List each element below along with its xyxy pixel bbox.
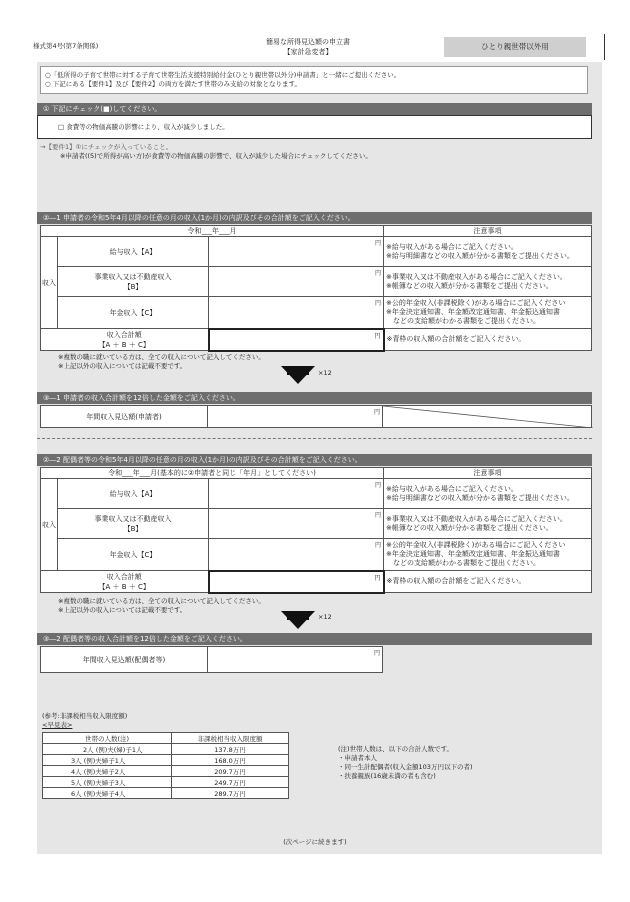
business-income-note: ※事業収入又は不動産収入がある場合にご記入ください。 ※帳簿などの収入額が分かる書類をご提出ください。	[384, 509, 592, 539]
header-divider	[604, 34, 605, 60]
household-note-item: ・申請者本人	[338, 754, 377, 762]
footnote-multiple-jobs: ※複数の職に就いている方は、全ての収入について記入してください。	[58, 597, 265, 605]
reference-sublabel: <早見表>	[42, 721, 73, 729]
table-row	[43, 777, 289, 788]
business-income-label: 事業収入又は不動産収入 【B】	[58, 509, 209, 539]
total-income-input[interactable]	[209, 329, 384, 351]
pension-income-note: ※公的年金収入(非課税除く)がある場合にご記入ください ※年金決定通知書、年金額改定通知書、年金振込通知書 などの支給額がわかる書類をご提出ください。	[384, 297, 592, 329]
applicant-annual-table	[40, 405, 592, 428]
household-note-item: ・扶養親族(16歳未満の者も含む)	[338, 772, 436, 780]
ref-household: 2人 (例)夫(婦)子1人	[43, 744, 172, 755]
yen-unit: 円	[374, 300, 381, 307]
times-12-label: ×12	[318, 369, 332, 377]
salary-income-note: ※給与収入がある場合にご記入ください。 ※給与明細書などの収入額が分かる書類をご提出ください。	[384, 237, 592, 267]
table-row	[43, 755, 289, 766]
ref-household: 5人 (例)夫婦子3人	[43, 777, 172, 788]
applicant-annual-input[interactable]	[208, 406, 383, 428]
table-row	[43, 788, 289, 799]
household-note	[338, 745, 472, 781]
section3-2-header: ③―2 配偶者等の収入合計額を12倍した金額をご記入ください。	[37, 633, 592, 645]
spouse-income-table	[40, 467, 592, 594]
footnote-multiple-jobs: ※複数の職に就いている方は、全ての収入について記入してください。	[58, 353, 265, 361]
ref-household: 3人 (例)夫婦子1人	[43, 755, 172, 766]
salary-income-input[interactable]	[209, 237, 384, 267]
section3-1-header: ③―1 申請者の収入合計額を12倍した金額をご記入ください。	[37, 392, 592, 404]
yen-unit: 円	[374, 574, 381, 582]
total-income-note: ※青枠の収入額の合計額をご記入ください。	[384, 571, 592, 593]
spouse-annual-input[interactable]	[208, 647, 383, 673]
household-note-title: (注)世帯人数は、以下の合計人数です。	[338, 745, 454, 753]
ref-limit: 168.0万円	[172, 755, 289, 766]
income-side-label: 収入	[41, 237, 58, 329]
reference-table	[42, 732, 289, 799]
salary-income-note: ※給与収入がある場合にご記入ください。 ※給与明細書などの収入額が分かる書類をご提出ください。	[384, 479, 592, 509]
salary-income-label: 給与収入【A】	[58, 237, 209, 267]
total-income-note: ※青枠の収入額の合計額をご記入ください。	[384, 329, 592, 351]
notes-header: 注意事項	[384, 468, 592, 479]
pension-income-input[interactable]	[209, 539, 384, 571]
form-number: 様式第4号(第7条関係)	[33, 42, 99, 50]
blank-cell	[383, 647, 593, 673]
ref-header-household: 世帯の人数(注)	[43, 733, 172, 744]
business-income-input[interactable]	[209, 509, 384, 539]
table-row	[43, 766, 289, 777]
ref-limit: 209.7万円	[172, 766, 289, 777]
title-line-2: 【家計急変者】	[283, 48, 333, 56]
pension-income-label: 年金収入【C】	[58, 539, 209, 571]
spouse-annual-table	[40, 646, 592, 673]
requirement-1: →【要件1】①にチェックが入っていること。	[40, 143, 173, 151]
reference-caption: (参考:非課税相当収入限度額)	[42, 712, 128, 720]
section2-2-header: ②―2 配偶者等の令和5年4月以降の任意の月の収入(1か月)の内訳及びその合計額をご記入ください。	[37, 454, 592, 466]
diagonal-line	[383, 406, 593, 428]
intro-box	[40, 66, 588, 94]
income-decrease-checkbox[interactable]: □ 食費等の物価高騰の影響により、収入が減少しました。	[58, 123, 229, 131]
business-income-label: 事業収入又は不動産収入 【B】	[58, 267, 209, 297]
down-arrow-shaft	[287, 611, 309, 620]
pension-income-label: 年金収入【C】	[58, 297, 209, 329]
title-line-1: 簡易な所得見込額の申立書	[266, 38, 350, 46]
notes-header: 注意事項	[384, 226, 592, 237]
yen-unit: 円	[374, 270, 381, 277]
pension-income-note: ※公的年金収入(非課税除く)がある場合にご記入ください ※年金決定通知書、年金額改定通知書、年金振込通知書 などの支給額がわかる書類をご提出ください。	[384, 539, 592, 571]
footnote-other-income: ※上記以外の収入については記載不要です。	[58, 362, 187, 370]
yen-unit: 円	[373, 650, 380, 657]
salary-income-label: 給与収入【A】	[58, 479, 209, 509]
household-note-item: ・同一生計配偶者(収入金額103万円以下の者)	[338, 763, 473, 771]
applicant-annual-label: 年間収入見込額(申請者)	[41, 406, 208, 428]
ref-limit: 249.7万円	[172, 777, 289, 788]
intro-line-2: ○ 下記にある【要件1】及び【要件2】の両方を満たす世帯のみ支給の対象となります。	[45, 80, 301, 88]
section2-1-header: ②―1 申請者の令和5年4月以降の任意の月の収入(1か月)の内訳及びその合計額をご記入ください。	[37, 212, 592, 224]
yen-unit: 円	[374, 240, 381, 247]
requirement-1-note: ※申請者((5)で所得が高い方)が食費等の物価高騰の影響で、収入が減少した場合にチェックしてください。	[60, 152, 372, 160]
yen-unit: 円	[374, 332, 381, 340]
yen-unit: 円	[374, 482, 381, 489]
footnote-other-income: ※上記以外の収入については記載不要です。	[58, 606, 187, 614]
pension-income-input[interactable]	[209, 297, 384, 329]
ref-household: 6人 (例)夫婦子4人	[43, 788, 172, 799]
spouse-annual-label: 年間収入見込額(配偶者等)	[41, 647, 208, 673]
yen-unit: 円	[374, 542, 381, 549]
section1-body	[37, 115, 592, 139]
ref-limit: 289.7万円	[172, 788, 289, 799]
times-12-label: ×12	[318, 613, 332, 621]
section-divider	[37, 438, 592, 439]
yen-unit: 円	[374, 512, 381, 519]
applicant-income-table	[40, 225, 592, 352]
business-income-note: ※事業収入又は不動産収入がある場合にご記入ください。 ※帳簿などの収入額が分かる書類をご提出ください。	[384, 267, 592, 297]
page-title	[258, 37, 358, 57]
table-row	[43, 744, 289, 755]
business-income-input[interactable]	[209, 267, 384, 297]
salary-income-input[interactable]	[209, 479, 384, 509]
hatched-cell	[383, 406, 592, 428]
intro-line-1: ○「低所得の子育て世帯に対する子育て世帯生活支援特別給付金(ひとり親世帯以外分)申請書」と一緒にご提出ください。	[45, 71, 401, 79]
down-arrow-shaft	[287, 366, 309, 375]
form-type-badge: ひとり親世帯以外用	[444, 37, 586, 57]
total-income-input[interactable]	[209, 571, 384, 593]
income-side-label: 収入	[41, 479, 58, 571]
ref-limit: 137.8万円	[172, 744, 289, 755]
ref-header-limit: 非課税相当収入限度額	[172, 733, 289, 744]
section1-header: ① 下記にチェック(■)してください。	[37, 103, 592, 115]
ref-household: 4人 (例)夫婦子2人	[43, 766, 172, 777]
total-income-label: 収入合計額 【A ＋ B ＋ C】	[41, 571, 209, 593]
month-label: 令和___年___月(基本的に②申請者と同じ「年月」としてください)	[41, 468, 384, 479]
continued-footer: (次ページに続きます)	[283, 838, 347, 846]
yen-unit: 円	[373, 409, 380, 416]
month-label: 令和___年___月	[41, 226, 384, 237]
total-income-label: 収入合計額 【A ＋ B ＋ C】	[41, 329, 209, 351]
